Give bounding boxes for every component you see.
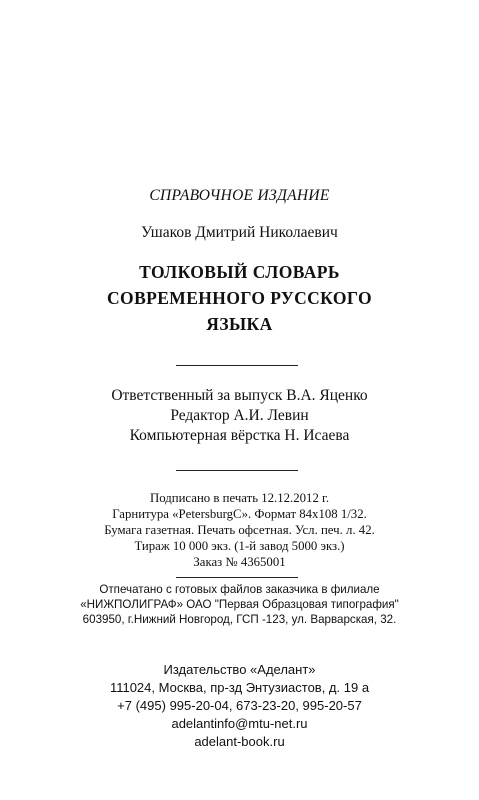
publisher-name: Издательство «Аделант» (163, 662, 316, 677)
credit-line: Компьютерная вёрстка Н. Исаева (129, 427, 350, 444)
publisher-info (0, 661, 479, 751)
print-detail-line: Заказ № 4365001 (193, 555, 286, 569)
printer-line: «НИЖПОЛИГРАФ» ОАО "Первая Образцовая типография" (80, 598, 399, 611)
publisher-website: adelant-book.ru (194, 734, 285, 749)
divider (176, 470, 298, 471)
divider (176, 577, 298, 578)
publisher-address: 111024, Москва, пр-зд Энтузиастов, д. 19 а (109, 680, 370, 695)
printer-line: Отпечатано с готовых файлов заказчика в филиале (99, 583, 380, 596)
series-text: СПРАВОЧНОЕ ИЗДАНИЕ (149, 187, 330, 204)
title-line: ЯЗЫКА (206, 314, 273, 334)
publisher-email: adelantinfo@mtu-net.ru (171, 716, 308, 731)
title-line: СОВРЕМЕННОГО РУССКОГО (107, 288, 372, 308)
author-text: Ушаков Дмитрий Николаевич (141, 224, 338, 241)
print-detail-line: Подписано в печать 12.12.2012 г. (149, 491, 330, 505)
staff-credits (0, 386, 479, 446)
author-name (0, 224, 479, 242)
printer-line: 603950, г.Нижний Новгород, ГСП -123, ул. Варварская, 32. (82, 613, 397, 626)
credit-line: Ответственный за выпуск В.А. Яценко (111, 387, 368, 404)
title-line: ТОЛКОВЫЙ СЛОВАРЬ (139, 262, 340, 282)
publisher-phones: +7 (495) 995-20-04, 673-23-20, 995-20-57 (117, 698, 362, 713)
credit-line: Редактор А.И. Левин (170, 407, 309, 424)
printer-info (0, 582, 479, 627)
print-details (0, 490, 479, 570)
print-detail-line: Тираж 10 000 экз. (1-й завод 5000 экз.) (134, 539, 345, 553)
print-detail-line: Бумага газетная. Печать офсетная. Усл. печ. л. 42. (104, 523, 375, 537)
book-title (0, 259, 479, 337)
print-detail-line: Гарнитура «PetersburgC». Формат 84x108 1/32. (112, 507, 367, 521)
series-label (0, 187, 479, 205)
divider (176, 365, 298, 366)
